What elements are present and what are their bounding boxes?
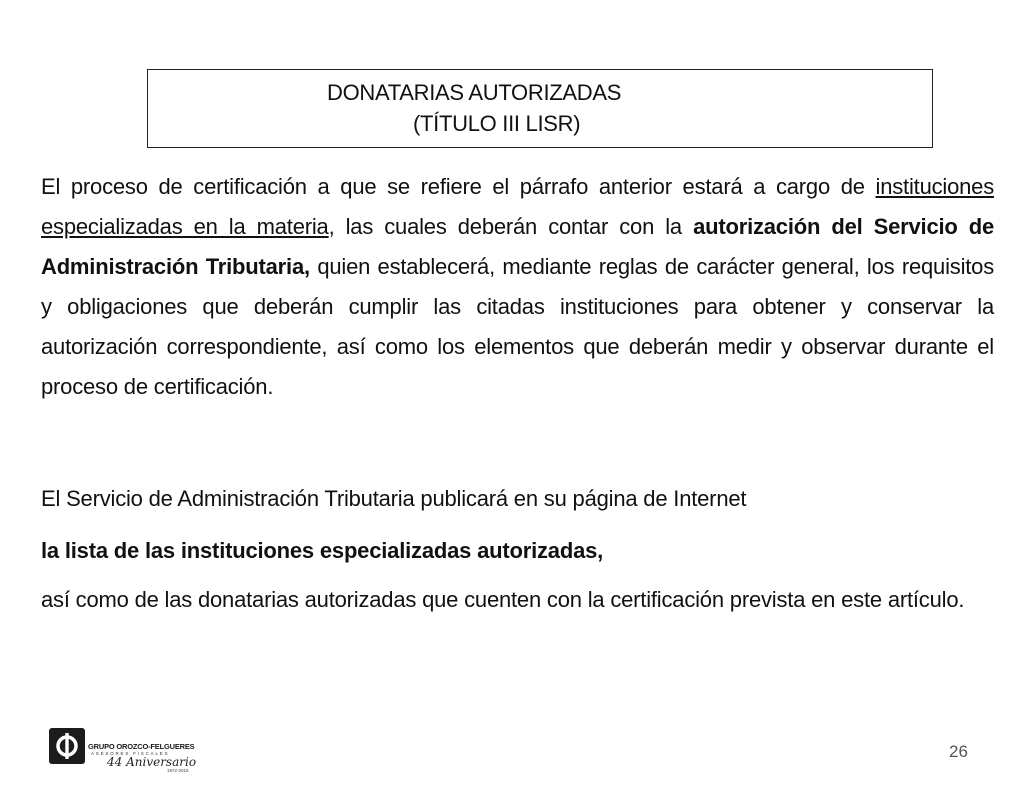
paragraph-text: , las cuales deberán contar con la — [328, 214, 694, 239]
paragraph-donatarias: así como de las donatarias autorizadas que cuenten con la certificación prevista en este artículo. — [41, 587, 965, 612]
logo-years: 1972-2016 — [167, 768, 189, 773]
paragraph-text: El proceso de certificación a que se refiere el párrafo anterior estará a cargo de — [41, 174, 876, 199]
page-number: 26 — [949, 742, 968, 761]
bold-phrase: autorización del Servicio de Administración Tributaria, — [41, 214, 995, 279]
paragraph-publication: El Servicio de Administración Tributaria publicará en su página de Internet — [41, 486, 747, 511]
logo-subtitle: ASESORES FISCALES — [91, 751, 170, 756]
underlined-phrase: instituciones especializadas en la materia — [41, 174, 994, 239]
page-subtitle: (TÍTULO III LISR) — [413, 111, 581, 136]
logo-anniversary: 44 Aniversario — [107, 755, 197, 769]
paragraph-certification — [41, 167, 994, 407]
paragraph-text: quien establecerá, mediante reglas de carácter general, los requisitos y obligaciones que deberán cumplir las citadas instituciones para obtener y conservar la autorización correspondiente, así como los elementos que deberán medir y observar durante el proceso de certificación. — [41, 254, 995, 399]
page-title: DONATARIAS AUTORIZADAS — [327, 80, 622, 105]
phi-logo-icon — [49, 728, 85, 764]
logo-company-name: GRUPO OROZCO-FELGUERES — [88, 742, 195, 751]
paragraph-list-bold: la lista de las instituciones especializadas autorizadas, — [41, 538, 604, 563]
company-logo — [49, 724, 199, 774]
title-box — [147, 69, 933, 148]
